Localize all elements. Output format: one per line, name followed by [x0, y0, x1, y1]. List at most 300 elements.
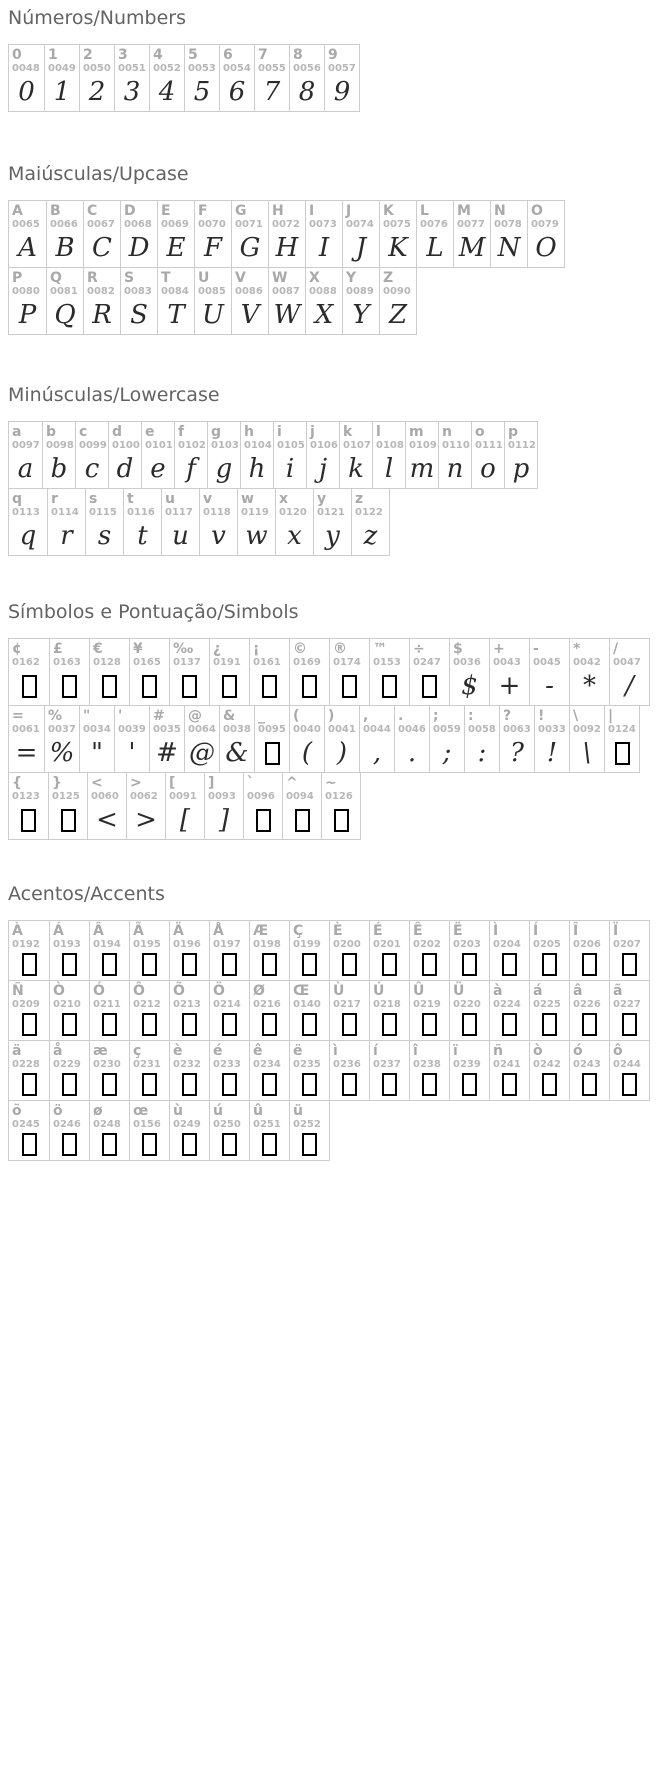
- char-cell-head: [380, 268, 416, 300]
- char-label: `: [247, 775, 254, 791]
- glyph-sample: <: [96, 805, 118, 835]
- char-cell-0202: [409, 921, 449, 980]
- glyph-sample: ): [336, 738, 348, 768]
- glyph-area: [175, 454, 207, 488]
- char-label: a: [12, 424, 22, 440]
- char-label: ö: [53, 1103, 63, 1119]
- char-label: Ü: [453, 983, 465, 999]
- missing-glyph-box: [622, 1013, 637, 1036]
- glyph-area: [45, 738, 79, 772]
- glyph-area: [330, 953, 369, 980]
- char-label: ê: [253, 1043, 263, 1059]
- char-cell-0085: [194, 268, 231, 334]
- char-cell-head: [210, 639, 249, 671]
- char-cell-0049: [44, 45, 79, 111]
- char-cell-0061: [9, 706, 44, 772]
- char-cell-0067: [83, 201, 120, 267]
- glyph-sample: =: [15, 738, 38, 768]
- glyph-area: [450, 1073, 489, 1100]
- char-cell-head: [530, 921, 569, 953]
- glyph-sample: H: [275, 233, 299, 263]
- glyph-sample: E: [166, 233, 186, 263]
- glyph-area: [50, 953, 89, 980]
- char-cell-0213: [169, 981, 209, 1040]
- char-cell-0097: [9, 422, 42, 488]
- char-code: 0064: [188, 724, 216, 735]
- glyph-area: [325, 738, 359, 772]
- glyph-area: [330, 1073, 369, 1100]
- glyph-area: [47, 300, 83, 334]
- char-code: 0106: [310, 440, 338, 451]
- glyph-area: [80, 77, 114, 111]
- char-cell-0070: [194, 201, 231, 267]
- glyph-sample: L: [426, 233, 444, 263]
- char-cell-head: [220, 45, 254, 77]
- char-code: 0055: [258, 63, 286, 74]
- char-label: $: [453, 641, 463, 657]
- char-label: ä: [12, 1043, 22, 1059]
- char-code: 0232: [173, 1059, 201, 1070]
- char-cell-head: [170, 1101, 209, 1133]
- glyph-sample: R: [92, 300, 112, 330]
- char-cell-head: [454, 201, 490, 233]
- glyph-area: [269, 300, 305, 334]
- glyph-sample: *: [583, 671, 596, 701]
- char-cell-head: [86, 489, 123, 521]
- char-label: Ò: [53, 983, 65, 999]
- char-cell-head: [45, 45, 79, 77]
- char-code: 0041: [328, 724, 356, 735]
- char-code: 0042: [573, 657, 601, 668]
- char-label: ~: [325, 775, 337, 791]
- char-cell-head: [283, 773, 321, 805]
- glyph-area: [340, 454, 372, 488]
- char-cell-0105: [273, 422, 306, 488]
- section-accents: [8, 882, 661, 1161]
- char-cell-head: [380, 201, 416, 233]
- glyph-sample: 7: [263, 77, 281, 107]
- char-label: c: [79, 424, 88, 440]
- char-cell-0201: [369, 921, 409, 980]
- char-cell-head: [158, 268, 194, 300]
- missing-glyph-box: [222, 953, 237, 976]
- char-code: 0201: [373, 939, 401, 950]
- missing-glyph-box: [182, 1073, 197, 1096]
- char-cell-0095: [254, 706, 289, 772]
- char-cell-head: [241, 422, 273, 454]
- char-code: 0191: [213, 657, 241, 668]
- char-cell-0079: [527, 201, 564, 267]
- missing-glyph-box: [342, 1013, 357, 1036]
- char-cell-0140: [289, 981, 329, 1040]
- missing-glyph-box: [302, 1133, 317, 1156]
- glyph-row: [8, 267, 417, 335]
- char-code: 0153: [373, 657, 401, 668]
- char-cell-head: [417, 201, 453, 233]
- missing-glyph-box: [265, 742, 280, 765]
- glyph-area: [210, 1013, 249, 1040]
- char-cell-0044: [359, 706, 394, 772]
- char-code: 0225: [533, 999, 561, 1010]
- glyph-area: [45, 77, 79, 111]
- char-code: 0238: [413, 1059, 441, 1070]
- char-label: *: [573, 641, 581, 657]
- char-label: 2: [83, 47, 93, 63]
- missing-glyph-box: [102, 1133, 117, 1156]
- char-code: 0120: [279, 507, 307, 518]
- char-label: k: [343, 424, 353, 440]
- glyph-row: [8, 980, 650, 1041]
- char-label: Ç: [293, 923, 304, 939]
- char-cell-head: [570, 981, 609, 1013]
- char-label: ]: [208, 775, 215, 791]
- char-code: 0046: [398, 724, 426, 735]
- char-label: ô: [613, 1043, 623, 1059]
- char-cell-head: [450, 921, 489, 953]
- missing-glyph-box: [302, 953, 317, 976]
- char-label: j: [310, 424, 315, 440]
- glyph-sample: ?: [510, 738, 524, 768]
- char-label: h: [244, 424, 254, 440]
- char-code: 0237: [373, 1059, 401, 1070]
- char-cell-head: [130, 921, 169, 953]
- char-cell-0244: [609, 1041, 649, 1100]
- char-label: 8: [293, 47, 303, 63]
- glyph-area: [610, 1073, 649, 1100]
- glyph-area: [430, 738, 464, 772]
- glyph-area: [150, 738, 184, 772]
- char-label: .: [398, 708, 404, 724]
- missing-glyph-box: [582, 1013, 597, 1036]
- char-code: 0207: [613, 939, 641, 950]
- char-cell-0078: [490, 201, 527, 267]
- glyph-area: [290, 1133, 329, 1160]
- char-cell-0238: [409, 1041, 449, 1100]
- char-label: %: [48, 708, 63, 724]
- char-cell-0064: [184, 706, 219, 772]
- char-cell-0062: [126, 773, 165, 839]
- glyph-area: [50, 1073, 89, 1100]
- glyph-area: [47, 233, 83, 267]
- char-label: é: [213, 1043, 223, 1059]
- char-cell-head: [330, 921, 369, 953]
- char-code: 0057: [328, 63, 356, 74]
- glyph-area: [84, 233, 120, 267]
- char-code: 0220: [453, 999, 481, 1010]
- glyph-area: [490, 953, 529, 980]
- char-cell-0098: [42, 422, 75, 488]
- char-label: C: [87, 203, 98, 219]
- glyph-area: [450, 671, 489, 705]
- glyph-area: [9, 1073, 49, 1100]
- glyph-area: [9, 300, 46, 334]
- char-label: Ì: [493, 923, 499, 939]
- missing-glyph-box: [462, 1013, 477, 1036]
- glyph-area: [205, 805, 243, 839]
- char-label: œ: [133, 1103, 149, 1119]
- char-code: 0224: [493, 999, 521, 1010]
- char-cell-head: [47, 268, 83, 300]
- glyph-sample: d: [116, 454, 134, 484]
- char-label: O: [531, 203, 543, 219]
- glyph-area: [170, 671, 209, 705]
- char-cell-head: [490, 1041, 529, 1073]
- char-cell-0116: [123, 489, 161, 555]
- char-cell-0081: [46, 268, 83, 334]
- char-cell-0232: [169, 1041, 209, 1100]
- char-cell-head: [325, 45, 359, 77]
- glyph-sample: C: [92, 233, 112, 263]
- char-cell-0203: [449, 921, 489, 980]
- missing-glyph-box: [22, 1013, 37, 1036]
- section-title-accents: Acentos/Accents: [8, 883, 165, 905]
- missing-glyph-box: [142, 1013, 157, 1036]
- glyph-sample: F: [203, 233, 223, 263]
- char-code: 0137: [173, 657, 201, 668]
- char-cell-0090: [379, 268, 416, 334]
- char-cell-0104: [240, 422, 273, 488]
- char-label: â: [573, 983, 583, 999]
- char-label: Œ: [293, 983, 310, 999]
- char-code: 0089: [346, 286, 374, 297]
- char-code: 0227: [613, 999, 641, 1010]
- glyph-area: [241, 454, 273, 488]
- glyph-area: [9, 671, 49, 705]
- char-code: 0085: [198, 286, 226, 297]
- missing-glyph-box: [542, 1073, 557, 1096]
- char-cell-head: [306, 201, 342, 233]
- char-cell-0087: [268, 268, 305, 334]
- char-cell-head: [255, 706, 289, 738]
- glyph-sample: w: [245, 521, 268, 551]
- char-cell-head: [158, 201, 194, 233]
- char-cell-0083: [120, 268, 157, 334]
- char-cell-head: [290, 45, 324, 77]
- glyph-row: [8, 705, 640, 773]
- char-label: ¿: [213, 641, 222, 657]
- glyph-sample: N: [497, 233, 521, 263]
- char-cell-0048: [9, 45, 44, 111]
- char-cell-0197: [209, 921, 249, 980]
- glyph-area: [290, 671, 329, 705]
- glyph-area: [90, 671, 129, 705]
- char-cell-0068: [120, 201, 157, 267]
- glyph-area: [274, 454, 306, 488]
- glyph-area: [76, 454, 108, 488]
- char-code: 0174: [333, 657, 361, 668]
- glyph-area: [450, 1013, 489, 1040]
- glyph-area: [195, 233, 231, 267]
- char-label: u: [165, 491, 175, 507]
- glyph-area: [250, 1013, 289, 1040]
- char-cell-0124: [604, 706, 639, 772]
- char-cell-0084: [157, 268, 194, 334]
- char-code: 0101: [145, 440, 173, 451]
- char-cell-0209: [9, 981, 49, 1040]
- char-cell-0234: [249, 1041, 289, 1100]
- char-cell-head: [610, 639, 649, 671]
- glyph-area: [142, 454, 174, 488]
- char-code: 0044: [363, 724, 391, 735]
- glyph-sample: e: [150, 454, 166, 484]
- glyph-area: [610, 671, 649, 705]
- missing-glyph-box: [182, 1133, 197, 1156]
- char-cell-head: [410, 981, 449, 1013]
- section-numbers: [8, 6, 661, 112]
- char-cell-0121: [313, 489, 351, 555]
- glyph-area: [439, 454, 471, 488]
- char-code: 0230: [93, 1059, 121, 1070]
- missing-glyph-box: [382, 953, 397, 976]
- char-cell-0047: [609, 639, 649, 705]
- char-cell-0247: [409, 639, 449, 705]
- char-label: û: [253, 1103, 263, 1119]
- missing-glyph-box: [334, 809, 349, 832]
- glyph-sample: k: [348, 454, 364, 484]
- glyph-sample: J: [355, 233, 367, 263]
- glyph-area: [530, 671, 569, 705]
- char-label: f: [178, 424, 185, 440]
- char-cell-0205: [529, 921, 569, 980]
- glyph-sample: M: [458, 233, 486, 263]
- missing-glyph-box: [582, 1073, 597, 1096]
- char-cell-0075: [379, 201, 416, 267]
- char-label: T: [161, 270, 171, 286]
- glyph-area: [610, 1013, 649, 1040]
- glyph-sample: 6: [228, 77, 246, 107]
- char-label: è: [173, 1043, 183, 1059]
- char-label: K: [383, 203, 394, 219]
- char-cell-0229: [49, 1041, 89, 1100]
- char-code: 0119: [241, 507, 269, 518]
- glyph-area: [370, 953, 409, 980]
- char-label: X: [309, 270, 320, 286]
- glyph-area: [90, 1013, 129, 1040]
- char-code: 0092: [573, 724, 601, 735]
- char-code: 0193: [53, 939, 81, 950]
- char-cell-0050: [79, 45, 114, 111]
- char-cell-head: [290, 706, 324, 738]
- char-cell-head: [121, 201, 157, 233]
- char-cell-0231: [129, 1041, 169, 1100]
- glyph-sample: #: [156, 738, 178, 768]
- glyph-area: [410, 1013, 449, 1040]
- char-label: I: [309, 203, 315, 219]
- char-cell-head: [406, 422, 438, 454]
- char-cell-head: [360, 706, 394, 738]
- glyph-area: [9, 1133, 49, 1160]
- missing-glyph-box: [142, 1073, 157, 1096]
- char-code: 0071: [235, 219, 263, 230]
- section-lowercase: [8, 383, 661, 556]
- char-cell-0239: [449, 1041, 489, 1100]
- char-cell-head: [50, 981, 89, 1013]
- glyph-area: [90, 1073, 129, 1100]
- char-cell-0069: [157, 201, 194, 267]
- glyph-area: [170, 1013, 209, 1040]
- missing-glyph-box: [222, 1013, 237, 1036]
- char-code: 0036: [453, 657, 481, 668]
- section-symbols: [8, 600, 661, 840]
- char-code: 0194: [93, 939, 121, 950]
- char-label: 0: [12, 47, 22, 63]
- char-cell-0040: [289, 706, 324, 772]
- missing-glyph-box: [62, 675, 77, 698]
- char-cell-head: [370, 981, 409, 1013]
- glyph-area: [150, 77, 184, 111]
- char-cell-head: [195, 201, 231, 233]
- char-code: 0087: [272, 286, 300, 297]
- char-label: H: [272, 203, 284, 219]
- glyph-sample: O: [535, 233, 557, 263]
- char-code: 0084: [161, 286, 189, 297]
- glyph-area: [115, 738, 149, 772]
- char-code: 0047: [613, 657, 641, 668]
- glyph-row: [8, 772, 361, 840]
- glyph-area: [530, 953, 569, 980]
- char-cell-head: [322, 773, 360, 805]
- glyph-sample: p: [512, 454, 530, 484]
- char-label: Ô: [133, 983, 145, 999]
- char-cell-head: [80, 45, 114, 77]
- glyph-sample: x: [287, 521, 302, 551]
- glyph-area: [276, 521, 313, 555]
- char-code: 0123: [12, 791, 40, 802]
- missing-glyph-box: [222, 1073, 237, 1096]
- glyph-area: [158, 233, 194, 267]
- glyph-sample: u: [172, 521, 189, 551]
- glyph-area: [454, 233, 490, 267]
- char-cell-0055: [254, 45, 289, 111]
- char-code: 0247: [413, 657, 441, 668]
- char-label: _: [258, 708, 265, 724]
- glyph-sample: i: [285, 454, 295, 484]
- char-code: 0074: [346, 219, 374, 230]
- char-label: ^: [286, 775, 298, 791]
- char-label: W: [272, 270, 288, 286]
- char-cell-0065: [9, 201, 46, 267]
- char-cell-0195: [129, 921, 169, 980]
- char-code: 0050: [83, 63, 111, 74]
- char-cell-0091: [165, 773, 204, 839]
- char-cell-0128: [89, 639, 129, 705]
- char-cell-head: [124, 489, 161, 521]
- glyph-area: [269, 233, 305, 267]
- glyph-sample: .: [407, 738, 417, 768]
- char-cell-head: [170, 981, 209, 1013]
- char-code: 0080: [12, 286, 40, 297]
- char-code: 0156: [133, 1119, 161, 1130]
- glyph-area: [80, 738, 114, 772]
- char-cell-0038: [219, 706, 254, 772]
- char-cell-0230: [89, 1041, 129, 1100]
- char-code: 0124: [608, 724, 636, 735]
- char-cell-0241: [489, 1041, 529, 1100]
- glyph-sample: T: [167, 300, 185, 330]
- glyph-area: [290, 1073, 329, 1100]
- missing-glyph-box: [422, 1013, 437, 1036]
- char-label: \: [573, 708, 579, 724]
- glyph-sample: g: [215, 454, 233, 484]
- char-code: 0037: [48, 724, 76, 735]
- missing-glyph-box: [342, 1073, 357, 1096]
- char-cell-head: [130, 981, 169, 1013]
- char-cell-0251: [249, 1101, 289, 1160]
- char-code: 0161: [253, 657, 281, 668]
- char-code: 0229: [53, 1059, 81, 1070]
- missing-glyph-box: [182, 953, 197, 976]
- char-cell-head: [340, 422, 372, 454]
